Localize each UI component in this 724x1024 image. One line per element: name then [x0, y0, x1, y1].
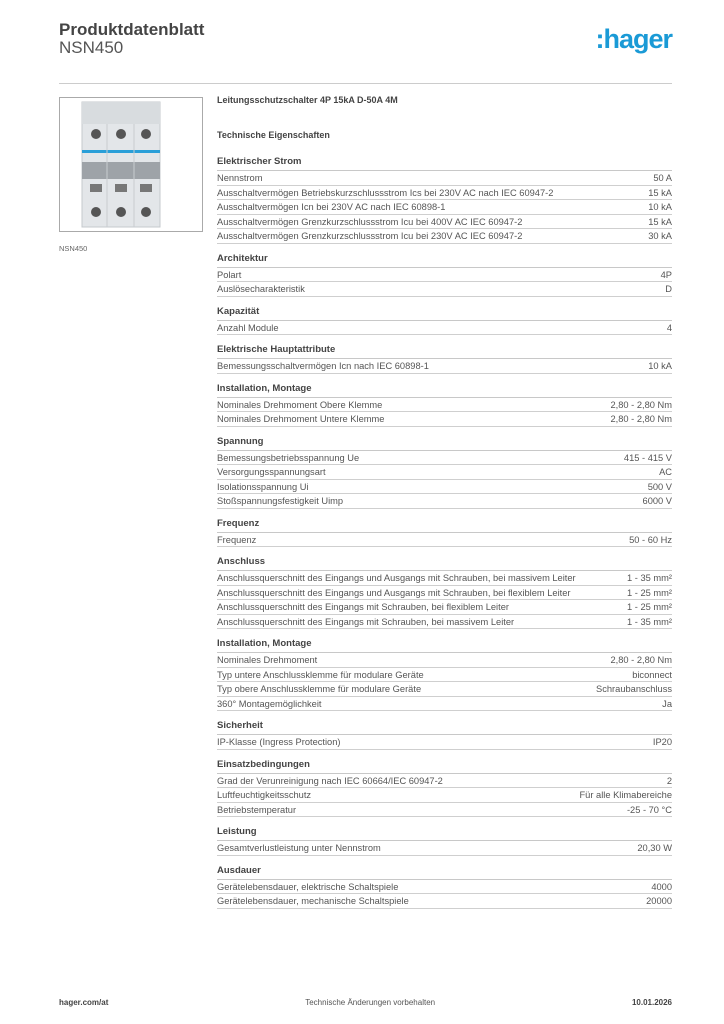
- spec-value: 4: [666, 322, 672, 333]
- spec-row: [217, 480, 672, 495]
- section-heading: Spannung: [217, 436, 672, 451]
- spec-label: Anschlussquerschnitt des Eingangs mit Schrauben, bei flexiblem Leiter: [217, 602, 509, 612]
- spec-section: [217, 306, 672, 336]
- spec-label: Polart: [217, 269, 242, 280]
- spec-section: [217, 865, 672, 909]
- spec-value: biconnect: [632, 669, 672, 680]
- spec-label: Grad der Verunreinigung nach IEC 60664/IEC 60947-2: [217, 775, 443, 786]
- product-image: [59, 97, 203, 232]
- spec-row: [217, 615, 672, 630]
- spec-label: Typ untere Anschlussklemme für modulare Geräte: [217, 669, 424, 680]
- spec-label: Stoßspannungsfestigkeit Uimp: [217, 496, 344, 506]
- spec-label: Ausschaltvermögen Icn bei 230V AC nach IEC 60898-1: [217, 202, 446, 212]
- product-name: Leitungsschutzschalter 4P 15kA D-50A 4M: [217, 95, 398, 105]
- spec-row: [217, 571, 672, 586]
- spec-row: [217, 494, 672, 509]
- section-heading: Architektur: [217, 253, 672, 268]
- spec-row: [217, 229, 672, 244]
- page-title: Produktdatenblatt: [59, 20, 205, 39]
- spec-row: [217, 215, 672, 230]
- section-heading: Leistung: [217, 826, 672, 841]
- product-code: NSN450: [59, 38, 124, 57]
- spec-value: AC: [659, 467, 672, 477]
- spec-value: 50 A: [653, 173, 672, 183]
- spec-label: Frequenz: [217, 534, 257, 545]
- spec-value: IP20: [652, 737, 672, 747]
- section-heading: Installation, Montage: [217, 383, 672, 398]
- spec-row: [217, 412, 672, 427]
- spec-row: [217, 451, 672, 466]
- spec-section: [217, 383, 672, 427]
- spec-label: Nominales Drehmoment Obere Klemme: [217, 399, 383, 410]
- spec-label: Typ obere Anschlussklemme für modulare Geräte: [217, 684, 422, 694]
- spec-section: [217, 156, 672, 244]
- spec-label: Ausschaltvermögen Betriebskurzschlussstrom Ics bei 230V AC nach IEC 60947-2: [217, 187, 554, 198]
- spec-value: 1 - 35 mm²: [627, 573, 672, 583]
- spec-value: 4P: [660, 269, 672, 280]
- spec-label: Isolationsspannung Ui: [217, 481, 309, 492]
- tech-properties-heading: Technische Eigenschaften: [217, 130, 330, 140]
- spec-label: Luftfeuchtigkeitsschutz: [217, 790, 312, 800]
- spec-row: [217, 586, 672, 601]
- spec-row: [217, 171, 672, 186]
- spec-row: [217, 682, 672, 697]
- section-heading: Ausdauer: [217, 865, 672, 880]
- spec-value: 15 kA: [648, 187, 672, 198]
- spec-label: Gerätelebensdauer, mechanische Schaltspiele: [217, 896, 409, 906]
- spec-label: Versorgungsspannungsart: [217, 467, 326, 477]
- spec-label: Anzahl Module: [217, 322, 279, 333]
- spec-value: 15 kA: [648, 216, 672, 227]
- spec-value: Für alle Klimabereiche: [579, 790, 672, 800]
- spec-section: [217, 826, 672, 856]
- spec-value: 2,80 - 2,80 Nm: [610, 414, 672, 424]
- header-divider: [59, 83, 672, 84]
- footer-disclaimer: Technische Änderungen vorbehalten: [305, 998, 436, 1007]
- spec-row: [217, 268, 672, 283]
- section-heading: Frequenz: [217, 518, 672, 533]
- spec-label: Auslösecharakteristik: [217, 284, 305, 294]
- spec-label: Gesamtverlustleistung unter Nennstrom: [217, 843, 381, 853]
- section-heading: Installation, Montage: [217, 638, 672, 653]
- spec-label: Anschlussquerschnitt des Eingangs und Ausgangs mit Schrauben, bei flexiblem Leiter: [217, 587, 571, 598]
- spec-label: Nominales Drehmoment Untere Klemme: [217, 414, 385, 424]
- section-heading: Einsatzbedingungen: [217, 759, 672, 774]
- spec-value: 2,80 - 2,80 Nm: [610, 655, 672, 665]
- datasheet-content: [217, 95, 672, 909]
- spec-value: 415 - 415 V: [623, 452, 672, 463]
- spec-value: 1 - 25 mm²: [627, 587, 672, 598]
- spec-row: [217, 359, 672, 374]
- spec-label: 360° Montagemöglichkeit: [217, 698, 322, 709]
- section-heading: Elektrische Hauptattribute: [217, 344, 672, 359]
- spec-section: [217, 720, 672, 750]
- spec-row: [217, 841, 672, 856]
- spec-label: Bemessungsbetriebsspannung Ue: [217, 452, 360, 463]
- spec-value: -25 - 70 °C: [626, 804, 672, 815]
- spec-value: 500 V: [647, 481, 672, 492]
- spec-row: [217, 465, 672, 480]
- spec-value: 20000: [646, 896, 672, 906]
- footer-date: 10.01.2026: [631, 998, 672, 1007]
- spec-value: D: [665, 284, 672, 294]
- spec-section: [217, 436, 672, 509]
- footer-website[interactable]: hager.com/at: [59, 998, 109, 1007]
- spec-row: [217, 774, 672, 789]
- circuit-breaker-image: [60, 98, 202, 231]
- spec-value: 50 - 60 Hz: [629, 534, 672, 545]
- spec-value: 30 kA: [648, 231, 672, 241]
- spec-label: Gerätelebensdauer, elektrische Schaltspiele: [217, 881, 399, 892]
- spec-row: [217, 803, 672, 818]
- spec-section: [217, 518, 672, 548]
- section-heading: Elektrischer Strom: [217, 156, 672, 171]
- spec-value: 20,30 W: [637, 843, 672, 853]
- spec-label: IP-Klasse (Ingress Protection): [217, 737, 341, 747]
- spec-row: [217, 668, 672, 683]
- footer: [59, 998, 672, 1007]
- spec-section: [217, 253, 672, 297]
- section-heading: Kapazität: [217, 306, 672, 321]
- spec-row: [217, 894, 672, 909]
- spec-row: [217, 600, 672, 615]
- spec-row: [217, 788, 672, 803]
- spec-value: 6000 V: [642, 496, 672, 506]
- spec-value: 10 kA: [648, 202, 672, 212]
- spec-section: [217, 556, 672, 629]
- spec-row: [217, 398, 672, 413]
- spec-row: [217, 880, 672, 895]
- spec-value: 10 kA: [648, 361, 672, 371]
- spec-label: Nominales Drehmoment: [217, 655, 318, 665]
- spec-row: [217, 735, 672, 750]
- spec-section: [217, 344, 672, 374]
- spec-row: [217, 697, 672, 712]
- spec-section: [217, 759, 672, 818]
- spec-label: Nennstrom: [217, 173, 263, 183]
- spec-row: [217, 282, 672, 297]
- spec-row: [217, 186, 672, 201]
- spec-label: Betriebstemperatur: [217, 804, 297, 815]
- spec-label: Ausschaltvermögen Grenzkurzschlussstrom Icu bei 230V AC IEC 60947-2: [217, 231, 523, 241]
- spec-row: [217, 200, 672, 215]
- spec-label: Anschlussquerschnitt des Eingangs und Ausgangs mit Schrauben, bei massivem Leiter: [217, 573, 576, 583]
- spec-label: Anschlussquerschnitt des Eingangs mit Schrauben, bei massivem Leiter: [217, 616, 515, 627]
- section-heading: Sicherheit: [217, 720, 672, 735]
- spec-value: 2: [666, 775, 672, 786]
- section-heading: Anschluss: [217, 556, 672, 571]
- spec-value: Ja: [662, 698, 672, 709]
- spec-row: [217, 533, 672, 548]
- spec-label: Bemessungsschaltvermögen Icn nach IEC 60898-1: [217, 361, 429, 371]
- spec-value: 1 - 25 mm²: [627, 602, 672, 612]
- spec-row: [217, 321, 672, 336]
- spec-value: Schraubanschluss: [596, 684, 672, 694]
- spec-value: 2,80 - 2,80 Nm: [610, 399, 672, 410]
- hager-logo: :hager: [595, 24, 672, 54]
- spec-label: Ausschaltvermögen Grenzkurzschlussstrom Icu bei 400V AC IEC 60947-2: [217, 216, 523, 227]
- spec-section: [217, 638, 672, 711]
- spec-row: [217, 653, 672, 668]
- image-caption: NSN450: [59, 244, 88, 253]
- spec-value: 4000: [651, 881, 672, 892]
- spec-value: 1 - 35 mm²: [627, 616, 672, 627]
